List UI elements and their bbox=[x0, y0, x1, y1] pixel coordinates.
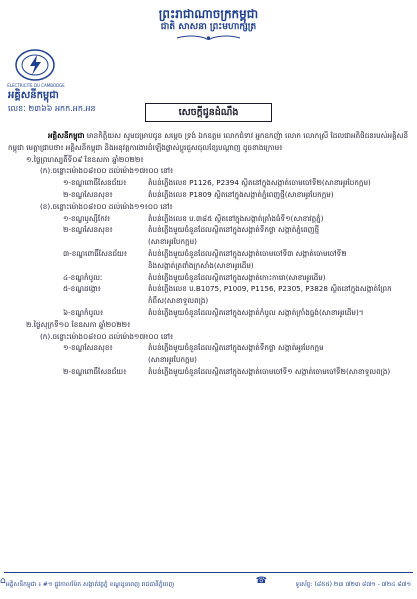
day-heading: ២.ថ្ងៃសុក្រទី១០ ខែឧសភា ឆ្នាំ២០២២៖ bbox=[26, 319, 131, 329]
time-slot-heading: (ខ).ចន្លោះម៉ោង០៨៖០០ ដល់ម៉ោង១១៖០០ នៅ៖ bbox=[40, 201, 173, 211]
time-slot-heading: (ក).ចន្លោះម៉ោង០៨៖០០ ដល់ម៉ោង១៧៖០០ នៅ៖ bbox=[40, 331, 174, 341]
area-description-continued: (សាខាអូរបែកក្អម) bbox=[148, 355, 197, 365]
district-label: ២-ខណ្ឌពោធិ៍សែនជ័យ៖ bbox=[63, 366, 127, 376]
intro-paragraph bbox=[8, 130, 410, 154]
list-item bbox=[8, 213, 410, 225]
intro-lead: អគ្គិសនីកម្ពុជា bbox=[48, 131, 85, 140]
district-label: ២-ខណ្ឌសែនសុខ៖ bbox=[63, 225, 113, 235]
page-footer bbox=[0, 572, 417, 599]
list-item bbox=[8, 272, 410, 284]
area-description: តំបន់ភ្លើងលេខ P1126, P2394 ស្ថិតនៅក្នុងសង្កាត់ចោមចៅទី២(សាខាអូរបែកក្អម) bbox=[148, 178, 371, 188]
list-item bbox=[8, 366, 410, 378]
district-label: ១-ខណ្ឌឫស្សីកែវ៖ bbox=[63, 213, 111, 223]
district-label: ៤-ខណ្ឌកំបូលៈ bbox=[63, 272, 103, 282]
area-description: តំបន់ភ្លើងមួយចំនួនដែលស្ថិតនៅក្នុងសង្កាត់ចោមចៅទី៣ សង្កាត់ចោមចៅទី២ bbox=[148, 248, 347, 258]
district-label: ៦-ខណ្ឌកំបូល៖ bbox=[63, 307, 104, 317]
reference-number: លេខៈ ២៣៦៦ អកក.អក.អន bbox=[8, 104, 96, 113]
list-item bbox=[8, 342, 410, 354]
intro-text: មានកិត្តិយស សូមជម្រាបជូន សម្ដេច ទ្រង់ ឯកឧត្ដម លោកជំទាវ អ្នកឧកញ៉ា លោក លោកស្រី ដែលជាអតិថិជនរបស់អគ្គិសនីកម្ពុជា មេត្តាជ្រាបថា៖ អគ្គិសនីកម្ពុជា និងអនុវត្តការងារដំឡើងផ្លាស់ប្ដូរជួសជុលខ្សែបណ្ដាញ ដូចខាងក្រោម៖ bbox=[8, 131, 409, 152]
district-label: ៥-ខណ្ឌដង្កោ៖ bbox=[63, 284, 101, 294]
area-description: តំបន់ភ្លើងលេខ ប.B1075, P1009, P1156, P2305, P3828 ស្ថិតនៅក្នុងសង្កាត់ព្រែកកំពឹស(សាខាទួលពង្រ) bbox=[148, 284, 392, 306]
phone-icon: ☎ bbox=[255, 576, 267, 586]
organization-name: អគ្គិសនីកម្ពុជា bbox=[8, 90, 59, 101]
area-description: តំបន់ភ្លើងមួយចំនួនដែលស្ថិតនៅក្នុងសង្កាត់កោះការោ(សាខាអូរដើម) bbox=[148, 272, 326, 282]
footer-phone: ទូរស័ព្ទ: (៨៥៥) ២៣ ៧២៣ ៨៧១ - ៧២៤ ៨៧១ bbox=[295, 581, 411, 588]
area-description-continued: (សាខាអូរបែកក្អម) bbox=[148, 237, 197, 247]
footer-address: អគ្គិសនីកម្ពុជា ៖ #១ ផ្លូវកាលម៉ែត សង្កាត់វត្តភ្នំ ខណ្ឌដូនពេញ រាជធានីភ្នំពេញ bbox=[6, 581, 175, 588]
list-item bbox=[8, 307, 410, 319]
location-icon: ⌂ bbox=[0, 576, 6, 586]
area-description: តំបន់ភ្លើងមួយចំនួនដែលស្ថិតនៅក្នុងសង្កាត់កំបូល សង្កាត់ក្រាំងធ្នង់(សាខាអូរដើម)។ bbox=[148, 307, 364, 317]
national-motto: ជាតិ សាសនា ព្រះមហាក្សត្រ bbox=[160, 22, 257, 32]
notice-title: សេចក្ដីជូនដំណឹង bbox=[145, 103, 272, 122]
list-item bbox=[8, 224, 410, 236]
edc-logo-icon bbox=[14, 48, 56, 82]
area-description: តំបន់ភ្លើងមួយចំនួនដែលស្ថិតនៅក្នុងសង្កាត់ទឹកថ្លា សង្កាត់ភ្នំពេញថ្មី bbox=[148, 225, 320, 235]
area-description: តំបន់ភ្លើងលេខ ប.៣៨៥ ស្ថិតនៅក្នុងសង្កាត់គ្រាំងធំទី១(សាខាវត្តភ្នំ) bbox=[148, 213, 324, 223]
area-description-continued: និងសង្កាត់ត្រពាំងក្រសាំង(សាខាអូរដើម) bbox=[148, 260, 254, 270]
footer-divider bbox=[4, 572, 413, 573]
time-slot-heading: (ក).ចន្លោះម៉ោង០៨៖០០ ដល់ម៉ោង១៧៖០០ នៅ៖ bbox=[40, 166, 174, 176]
district-label: ១-ខណ្ឌពោធិ៍សែនជ័យ៖ bbox=[63, 178, 127, 188]
area-description: តំបន់ភ្លើងលេខ P1809 ស្ថិតនៅក្នុងសង្កាត់ភ្នំពេញថ្មី(សាខាអូរបែកក្អម) bbox=[148, 189, 334, 199]
day-heading: ១.ថ្ងៃព្រហស្បតិ៍ទី០៩ ខែឧសភា ឆ្នាំ២០២២៖ bbox=[26, 154, 144, 164]
list-item bbox=[8, 248, 410, 260]
ornament-divider-icon bbox=[175, 34, 242, 42]
district-label: ២-ខណ្ឌសែនសុខ៖ bbox=[63, 189, 113, 199]
kingdom-heading: ព្រះរាជាណាចក្រកម្ពុជា bbox=[158, 7, 259, 21]
notice-body bbox=[8, 130, 410, 378]
list-item bbox=[8, 283, 410, 307]
list-item bbox=[8, 189, 410, 201]
district-label: ៣-ខណ្ឌពោធិ៍សែនជ័យ៖ bbox=[63, 248, 128, 258]
list-item bbox=[8, 177, 410, 189]
logo-caption: ELECTRICITE DU CAMBODGE bbox=[7, 83, 65, 88]
area-description: តំបន់ភ្លើងមួយចំនួនដែលស្ថិតនៅក្នុងសង្កាត់ទឹកថ្លា សង្កាត់អូរបែកក្អម bbox=[148, 343, 324, 353]
district-label: ១-ខណ្ឌសែនសុខ៖ bbox=[63, 343, 113, 353]
area-description: តំបន់ភ្លើងមួយចំនួនដែលស្ថិតនៅក្នុងសង្កាត់ចោមចៅទី១ សង្កាត់ចោមចៅទី២(សាខាទួលពង្រ) bbox=[148, 366, 391, 376]
